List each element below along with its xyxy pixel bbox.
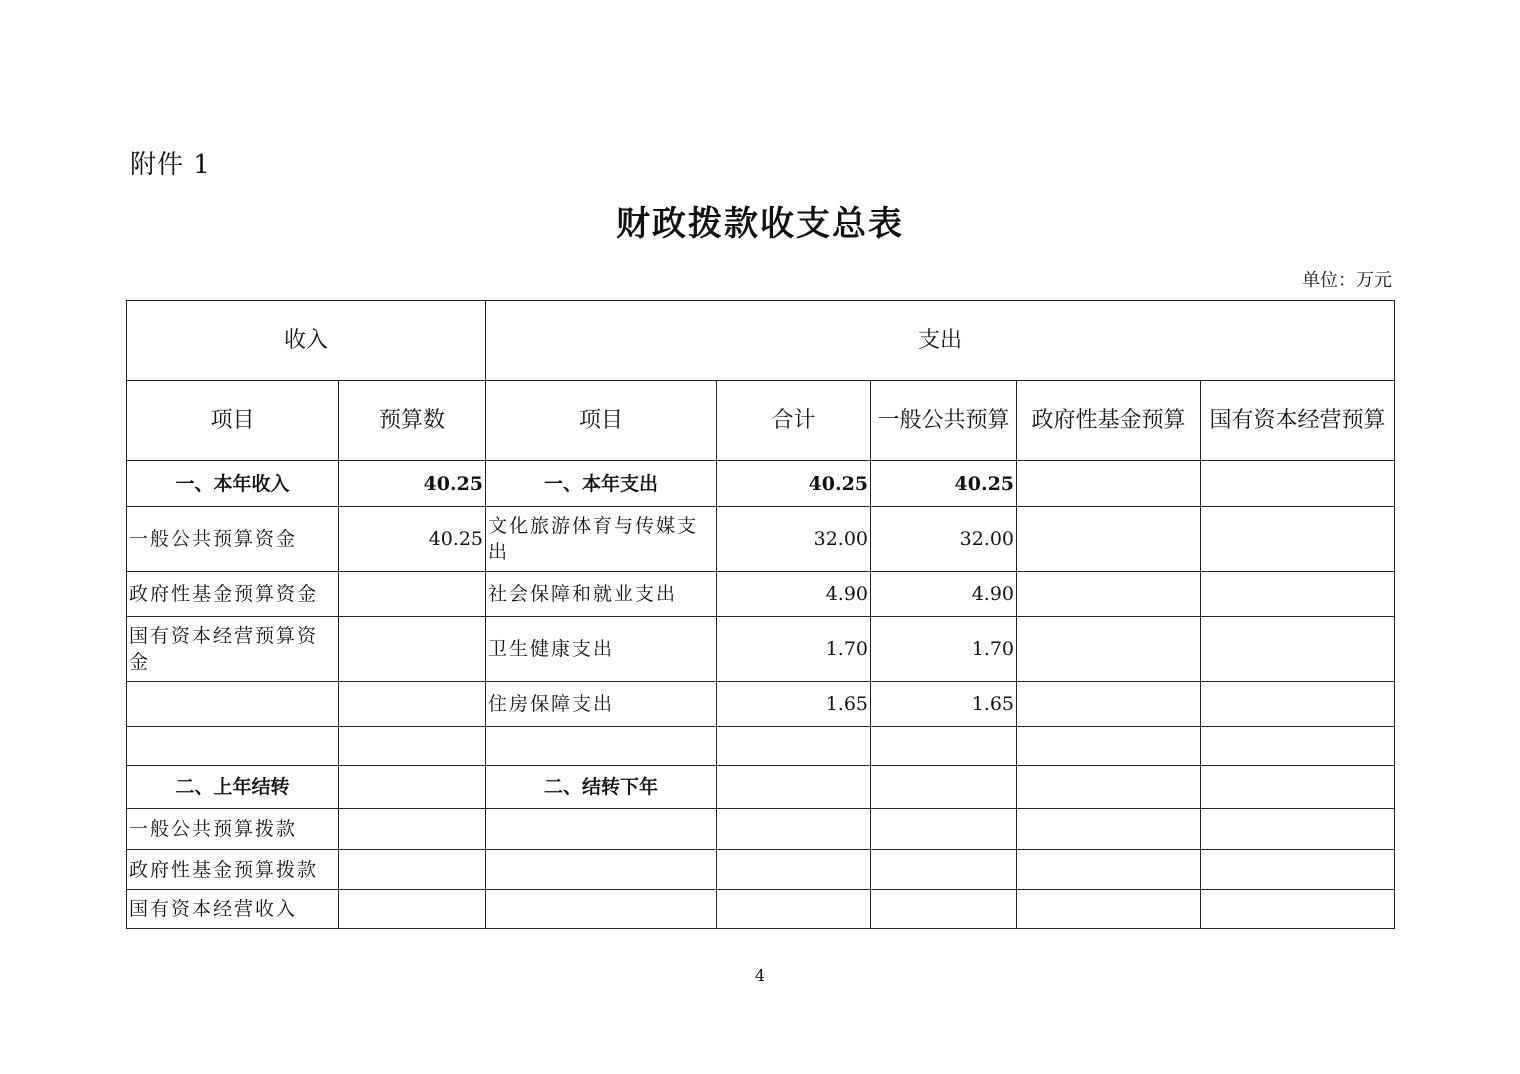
gov-fund-value <box>1017 809 1201 850</box>
total-value: 40.25 <box>717 461 871 507</box>
general-public-value <box>871 727 1017 766</box>
expense-item: 住房保障支出 <box>486 682 717 727</box>
gov-fund-value <box>1017 682 1201 727</box>
state-capital-value <box>1201 461 1395 507</box>
income-budget <box>339 766 486 809</box>
income-item <box>127 727 339 766</box>
gov-fund-value <box>1017 461 1201 507</box>
general-public-value <box>871 850 1017 890</box>
general-public-value: 40.25 <box>871 461 1017 507</box>
total-value <box>717 727 871 766</box>
col-income-item: 项目 <box>127 381 339 461</box>
income-item: 政府性基金预算拨款 <box>127 850 339 890</box>
income-budget: 40.25 <box>339 507 486 572</box>
budget-table <box>126 300 1395 929</box>
income-item: 国有资本经营收入 <box>127 890 339 929</box>
expense-item <box>486 850 717 890</box>
col-income-budget: 预算数 <box>339 381 486 461</box>
total-value <box>717 766 871 809</box>
state-capital-value <box>1201 850 1395 890</box>
col-state-capital: 国有资本经营预算 <box>1201 381 1395 461</box>
gov-fund-value <box>1017 727 1201 766</box>
table-row <box>127 890 1395 929</box>
state-capital-value <box>1201 809 1395 850</box>
table-row <box>127 809 1395 850</box>
income-item: 一般公共预算资金 <box>127 507 339 572</box>
gov-fund-value <box>1017 766 1201 809</box>
general-public-value: 32.00 <box>871 507 1017 572</box>
state-capital-value <box>1201 766 1395 809</box>
table-row <box>127 766 1395 809</box>
gov-fund-value <box>1017 572 1201 617</box>
expense-item: 一、本年支出 <box>486 461 717 507</box>
total-value: 1.70 <box>717 617 871 682</box>
state-capital-value <box>1201 682 1395 727</box>
general-public-value: 1.65 <box>871 682 1017 727</box>
gov-fund-value <box>1017 507 1201 572</box>
income-budget <box>339 850 486 890</box>
column-header-row <box>127 381 1395 461</box>
total-value <box>717 890 871 929</box>
general-public-value <box>871 890 1017 929</box>
table-row <box>127 682 1395 727</box>
income-budget <box>339 890 486 929</box>
table-row <box>127 850 1395 890</box>
expense-item: 文化旅游体育与传媒支出 <box>486 507 717 572</box>
table-row <box>127 507 1395 572</box>
state-capital-value <box>1201 507 1395 572</box>
general-public-value: 1.70 <box>871 617 1017 682</box>
state-capital-value <box>1201 617 1395 682</box>
expense-item <box>486 890 717 929</box>
table-row <box>127 727 1395 766</box>
group-header-row <box>127 301 1395 381</box>
general-public-value: 4.90 <box>871 572 1017 617</box>
general-public-value <box>871 766 1017 809</box>
expense-item <box>486 727 717 766</box>
income-budget <box>339 572 486 617</box>
income-item: 政府性基金预算资金 <box>127 572 339 617</box>
expense-item: 社会保障和就业支出 <box>486 572 717 617</box>
income-budget <box>339 809 486 850</box>
expense-item <box>486 809 717 850</box>
income-item <box>127 682 339 727</box>
income-item: 国有资本经营预算资金 <box>127 617 339 682</box>
state-capital-value <box>1201 890 1395 929</box>
gov-fund-value <box>1017 890 1201 929</box>
income-item: 一般公共预算拨款 <box>127 809 339 850</box>
state-capital-value <box>1201 727 1395 766</box>
table-row <box>127 461 1395 507</box>
expense-item: 卫生健康支出 <box>486 617 717 682</box>
income-budget <box>339 727 486 766</box>
unit-label: 单位：万元 <box>1302 270 1392 291</box>
col-total: 合计 <box>717 381 871 461</box>
income-budget: 40.25 <box>339 461 486 507</box>
total-value: 1.65 <box>717 682 871 727</box>
total-value: 32.00 <box>717 507 871 572</box>
table-row <box>127 572 1395 617</box>
income-group-header: 收入 <box>127 301 486 381</box>
state-capital-value <box>1201 572 1395 617</box>
total-value <box>717 850 871 890</box>
col-general-public: 一般公共预算 <box>871 381 1017 461</box>
attachment-label: 附件 1 <box>130 150 211 180</box>
col-expense-item: 项目 <box>486 381 717 461</box>
total-value: 4.90 <box>717 572 871 617</box>
expense-group-header: 支出 <box>486 301 1395 381</box>
income-item: 一、本年收入 <box>127 461 339 507</box>
income-item: 二、上年结转 <box>127 766 339 809</box>
page-number: 4 <box>754 966 766 985</box>
table-row <box>127 617 1395 682</box>
page-title: 财政拨款收支总表 <box>616 204 904 244</box>
gov-fund-value <box>1017 850 1201 890</box>
col-gov-fund: 政府性基金预算 <box>1017 381 1201 461</box>
expense-item: 二、结转下年 <box>486 766 717 809</box>
gov-fund-value <box>1017 617 1201 682</box>
total-value <box>717 809 871 850</box>
income-budget <box>339 617 486 682</box>
general-public-value <box>871 809 1017 850</box>
income-budget <box>339 682 486 727</box>
